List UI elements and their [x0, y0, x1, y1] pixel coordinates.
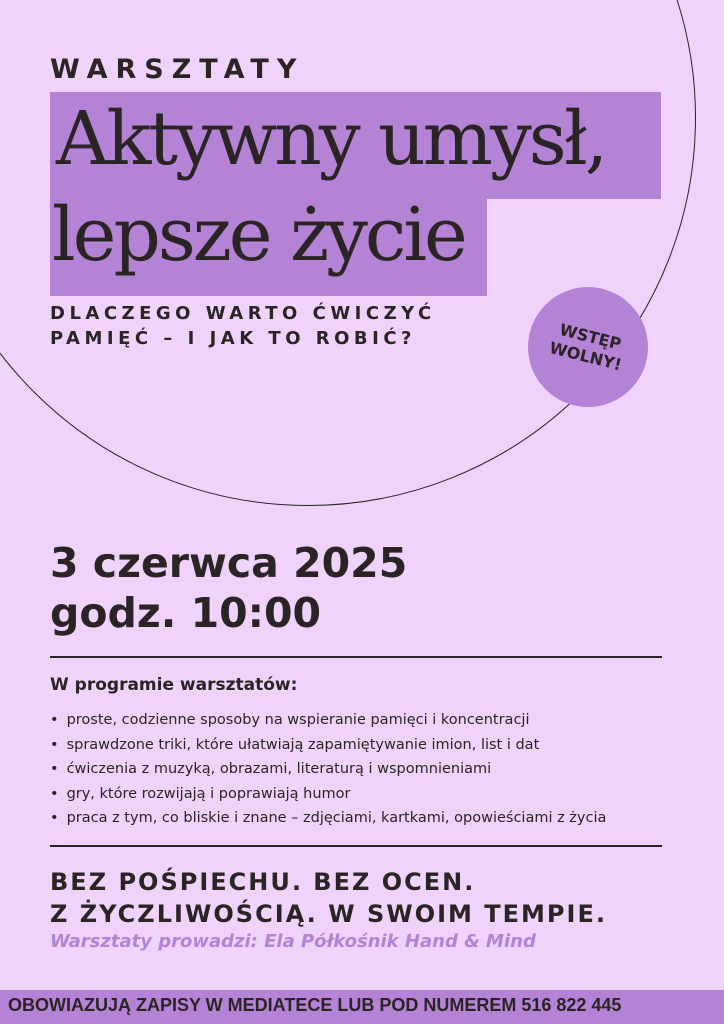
program-item: • gry, które rozwijają i poprawiają humor	[50, 782, 606, 807]
divider-top	[50, 656, 662, 658]
badge-text: WSTĘP WOLNY!	[547, 320, 624, 375]
program-item: • ćwiczenia z muzyką, obrazami, literaturą i wspomnieniami	[50, 757, 606, 782]
program-item: • sprawdzone triki, które ułatwiają zapamiętywanie imion, list i dat	[50, 733, 606, 758]
event-datetime	[50, 538, 407, 638]
registration-info: OBOWIAZUJĄ ZAPISY W MEDIATECE LUB POD NUMEREM 516 822 445	[8, 995, 622, 1015]
motto-line-2: Z ŻYCZLIWOŚCIĄ. W SWOIM TEMPIE.	[50, 900, 607, 928]
program-list	[50, 708, 606, 831]
motto-line-1: BEZ POŚPIECHU. BEZ OCEN.	[50, 868, 476, 896]
free-entry-badge	[528, 287, 648, 407]
subtitle	[50, 301, 436, 351]
program-heading: W programie warsztatów:	[50, 675, 298, 695]
subtitle-line-2: PAMIĘĆ – I JAK TO ROBIĆ?	[50, 328, 417, 349]
kicker-label: WARSZTATY	[50, 54, 305, 85]
subtitle-line-1: DLACZEGO WARTO ĆWICZYĆ	[50, 303, 436, 324]
program-item: • praca z tym, co bliskie i znane – zdjęciami, kartkami, opowieściami z życia	[50, 806, 606, 831]
divider-bottom	[50, 845, 662, 847]
program-item: • proste, codzienne sposoby na wspieranie pamięci i koncentracji	[50, 708, 606, 733]
event-date: 3 czerwca 2025	[50, 539, 408, 587]
title-line-1: Aktywny umysł,	[56, 96, 606, 182]
title-line-2: lepsze życie	[52, 192, 465, 278]
motto	[50, 866, 607, 930]
organizer-credit: Warsztaty prowadzi: Ela Półkośnik Hand & Mind	[50, 931, 536, 952]
event-time: godz. 10:00	[50, 589, 322, 637]
